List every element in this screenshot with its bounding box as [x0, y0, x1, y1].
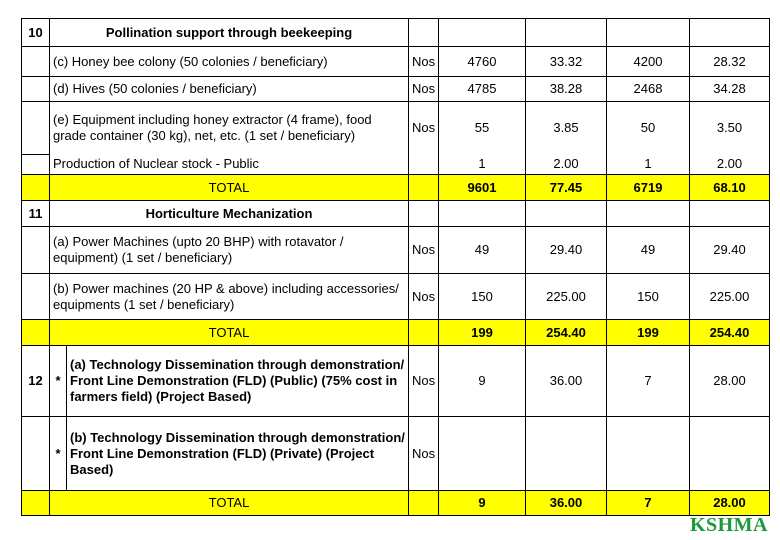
section-title: Pollination support through beekeeping — [50, 19, 409, 47]
value-cell — [526, 417, 607, 491]
value-cell: 2.00 — [690, 155, 770, 175]
value-cell: 3.50 — [690, 102, 770, 155]
total-value: 68.10 — [690, 175, 770, 201]
bullet-marker: * — [50, 417, 67, 491]
total-value: 28.00 — [690, 491, 770, 516]
unit-cell — [409, 155, 439, 175]
unit-cell: Nos — [409, 77, 439, 102]
total-label: TOTAL — [50, 491, 409, 516]
value-cell — [439, 417, 526, 491]
value-cell: 55 — [439, 102, 526, 155]
value-cell: 29.40 — [690, 227, 770, 274]
total-value: 199 — [439, 320, 526, 346]
bullet-marker: * — [50, 346, 67, 417]
total-row — [22, 491, 770, 516]
item-description: (c) Honey bee colony (50 colonies / beneficiary) — [50, 47, 409, 77]
total-value: 7 — [607, 491, 690, 516]
total-value: 6719 — [607, 175, 690, 201]
unit-cell: Nos — [409, 346, 439, 417]
value-cell: 4200 — [607, 47, 690, 77]
total-value: 254.40 — [526, 320, 607, 346]
item-description: Production of Nuclear stock - Public — [50, 155, 409, 175]
unit-cell: Nos — [409, 102, 439, 155]
value-cell: 225.00 — [526, 274, 607, 320]
item-description: (a) Power Machines (upto 20 BHP) with rotavator / equipment) (1 set / beneficiary) — [50, 227, 409, 274]
value-cell: 3.85 — [526, 102, 607, 155]
total-row — [22, 320, 770, 346]
total-value: 9 — [439, 491, 526, 516]
value-cell: 2468 — [607, 77, 690, 102]
section-number: 11 — [22, 201, 50, 227]
value-cell — [690, 417, 770, 491]
scheme-table — [21, 18, 770, 516]
value-cell: 2.00 — [526, 155, 607, 175]
value-cell: 9 — [439, 346, 526, 417]
table-row — [22, 346, 770, 417]
table-row — [22, 417, 770, 491]
total-value: 199 — [607, 320, 690, 346]
value-cell: 225.00 — [690, 274, 770, 320]
total-label: TOTAL — [50, 320, 409, 346]
value-cell: 150 — [607, 274, 690, 320]
value-cell: 4785 — [439, 77, 526, 102]
section-number: 10 — [22, 19, 50, 47]
total-value: 77.45 — [526, 175, 607, 201]
total-value: 36.00 — [526, 491, 607, 516]
value-cell: 29.40 — [526, 227, 607, 274]
value-cell: 34.28 — [690, 77, 770, 102]
unit-cell: Nos — [409, 417, 439, 491]
unit-cell: Nos — [409, 227, 439, 274]
table-row — [22, 77, 770, 102]
item-description: (b) Power machines (20 HP & above) including accessories/ equipments (1 set / beneficiary) — [50, 274, 409, 320]
total-row — [22, 175, 770, 201]
value-cell: 49 — [439, 227, 526, 274]
value-cell: 150 — [439, 274, 526, 320]
table-row — [22, 155, 770, 175]
unit-cell: Nos — [409, 274, 439, 320]
table-row — [22, 274, 770, 320]
table-row — [22, 227, 770, 274]
value-cell: 36.00 — [526, 346, 607, 417]
total-value: 254.40 — [690, 320, 770, 346]
value-cell: 28.32 — [690, 47, 770, 77]
value-cell: 38.28 — [526, 77, 607, 102]
table-row — [22, 102, 770, 155]
table-row — [22, 47, 770, 77]
value-cell: 1 — [607, 155, 690, 175]
value-cell: 50 — [607, 102, 690, 155]
section-number: 12 — [22, 346, 50, 417]
value-cell: 49 — [607, 227, 690, 274]
item-description: (b) Technology Dissemination through demonstration/ Front Line Demonstration (FLD) (Private) (Project Based) — [67, 417, 409, 491]
value-cell: 1 — [439, 155, 526, 175]
total-value: 9601 — [439, 175, 526, 201]
value-cell: 28.00 — [690, 346, 770, 417]
kshma-brand-logo: KSHMA — [689, 514, 768, 536]
item-description: (d) Hives (50 colonies / beneficiary) — [50, 77, 409, 102]
value-cell: 4760 — [439, 47, 526, 77]
value-cell — [607, 417, 690, 491]
value-cell: 7 — [607, 346, 690, 417]
section-header-row — [22, 19, 770, 47]
section-title: Horticulture Mechanization — [50, 201, 409, 227]
section-header-row — [22, 201, 770, 227]
total-label: TOTAL — [50, 175, 409, 201]
item-description: (e) Equipment including honey extractor (4 frame), food grade container (30 kg), net, etc. (1 set / beneficiary) — [50, 102, 409, 155]
value-cell: 33.32 — [526, 47, 607, 77]
item-description: (a) Technology Dissemination through demonstration/ Front Line Demonstration (FLD) (Public) (75% cost in farmers field) (Project Based) — [67, 346, 409, 417]
unit-cell: Nos — [409, 47, 439, 77]
